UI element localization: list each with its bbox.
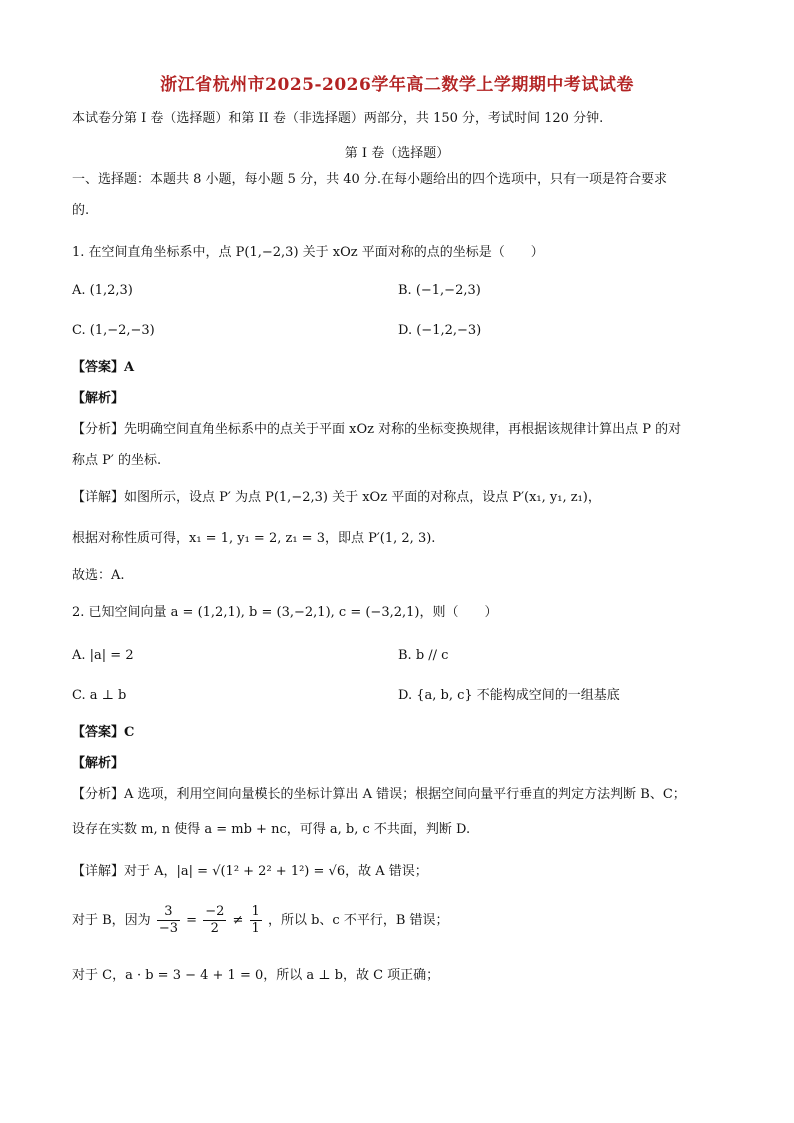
q2-option-c: C. a ⊥ b: [72, 688, 127, 703]
q2-detail-b: [72, 904, 449, 937]
q2-option-b: B. b // c: [398, 648, 449, 663]
fraction-1: [157, 904, 180, 937]
q1-detail: 【详解】如图所示，设点 P′ 为点 P(1,−2,3) 关于 xOz 平面的对称点，设点 P′(x₁, y₁, z₁)，: [72, 490, 601, 505]
q1-analysis: 【分析】先明确空间直角坐标系中的点关于平面 xOz 对称的坐标变换规律，再根据该规律计算出点 P 的对: [72, 422, 682, 437]
section1-instructions-cont: 的.: [72, 203, 90, 218]
q2-answer: 【答案】C: [72, 725, 135, 740]
q1-answer: 【答案】A: [72, 360, 135, 375]
q1-option-b: B. (−1,−2,3): [398, 283, 481, 298]
not-equal-sign: ≠: [232, 913, 244, 928]
q2-analysis: 【分析】A 选项，利用空间向量模长的坐标计算出 A 错误；根据空间向量平行垂直的判定方法判断 B、C；: [72, 787, 686, 802]
q2-detail-b-suffix: ，所以 b、c 不平行，B 错误；: [267, 913, 449, 928]
q1-stem: 1. 在空间直角坐标系中，点 P(1,−2,3) 关于 xOz 平面对称的点的坐标是（ ）: [72, 245, 544, 260]
q1-option-d: D. (−1,2,−3): [398, 323, 482, 338]
q1-option-a: A. (1,2,3): [72, 283, 133, 298]
fraction-2: [203, 904, 226, 937]
q1-jiexi-label: 【解析】: [72, 391, 125, 406]
q2-stem: 2. 已知空间向量 a = (1,2,1), b = (3,−2,1), c = (−3,2,1)，则（ ）: [72, 605, 498, 620]
q2-detail-a: 【详解】对于 A，|a| = √(1² + 2² + 1²) = √6，故 A 错误；: [72, 864, 428, 879]
q2-analysis-cont: 设存在实数 m, n 使得 a = mb + nc，可得 a, b, c 不共面，判断 D.: [72, 822, 471, 837]
fraction-1-denominator: −3: [158, 921, 178, 936]
q1-analysis-cont: 称点 P′ 的坐标.: [72, 453, 162, 468]
exam-title: 浙江省杭州市2025-2026学年高二数学上学期期中考试试卷: [160, 75, 634, 95]
fraction-3: [250, 904, 262, 937]
equals-sign: =: [186, 913, 198, 928]
fraction-3-denominator: 1: [251, 921, 260, 936]
exam-intro: 本试卷分第 I 卷（选择题）和第 II 卷（非选择题）两部分，共 150 分，考试时间 120 分钟.: [72, 111, 604, 126]
q2-option-a: A. |a| = 2: [72, 648, 134, 663]
q1-detail-cont: 根据对称性质可得，x₁ = 1, y₁ = 2, z₁ = 3，即点 P′(1, 2, 3).: [72, 531, 436, 546]
fraction-2-denominator: 2: [210, 921, 219, 936]
q2-option-d: D. {a, b, c} 不能构成空间的一组基底: [398, 688, 620, 703]
q2-detail-c: 对于 C，a · b = 3 − 4 + 1 = 0，所以 a ⊥ b，故 C 项正确；: [72, 968, 440, 983]
q1-choose: 故选：A.: [72, 568, 125, 583]
fraction-1-numerator: 3: [157, 904, 180, 921]
part1-heading: 第 I 卷（选择题）: [344, 146, 450, 161]
q1-option-c: C. (1,−2,−3): [72, 323, 155, 338]
q2-jiexi-label: 【解析】: [72, 756, 125, 771]
q2-detail-b-prefix: 对于 B，因为: [72, 913, 151, 928]
fraction-2-numerator: −2: [205, 904, 225, 919]
fraction-3-numerator: 1: [251, 904, 260, 919]
section1-instructions: 一、选择题：本题共 8 小题，每小题 5 分，共 40 分.在每小题给出的四个选项中，只有一项是符合要求: [72, 172, 668, 187]
